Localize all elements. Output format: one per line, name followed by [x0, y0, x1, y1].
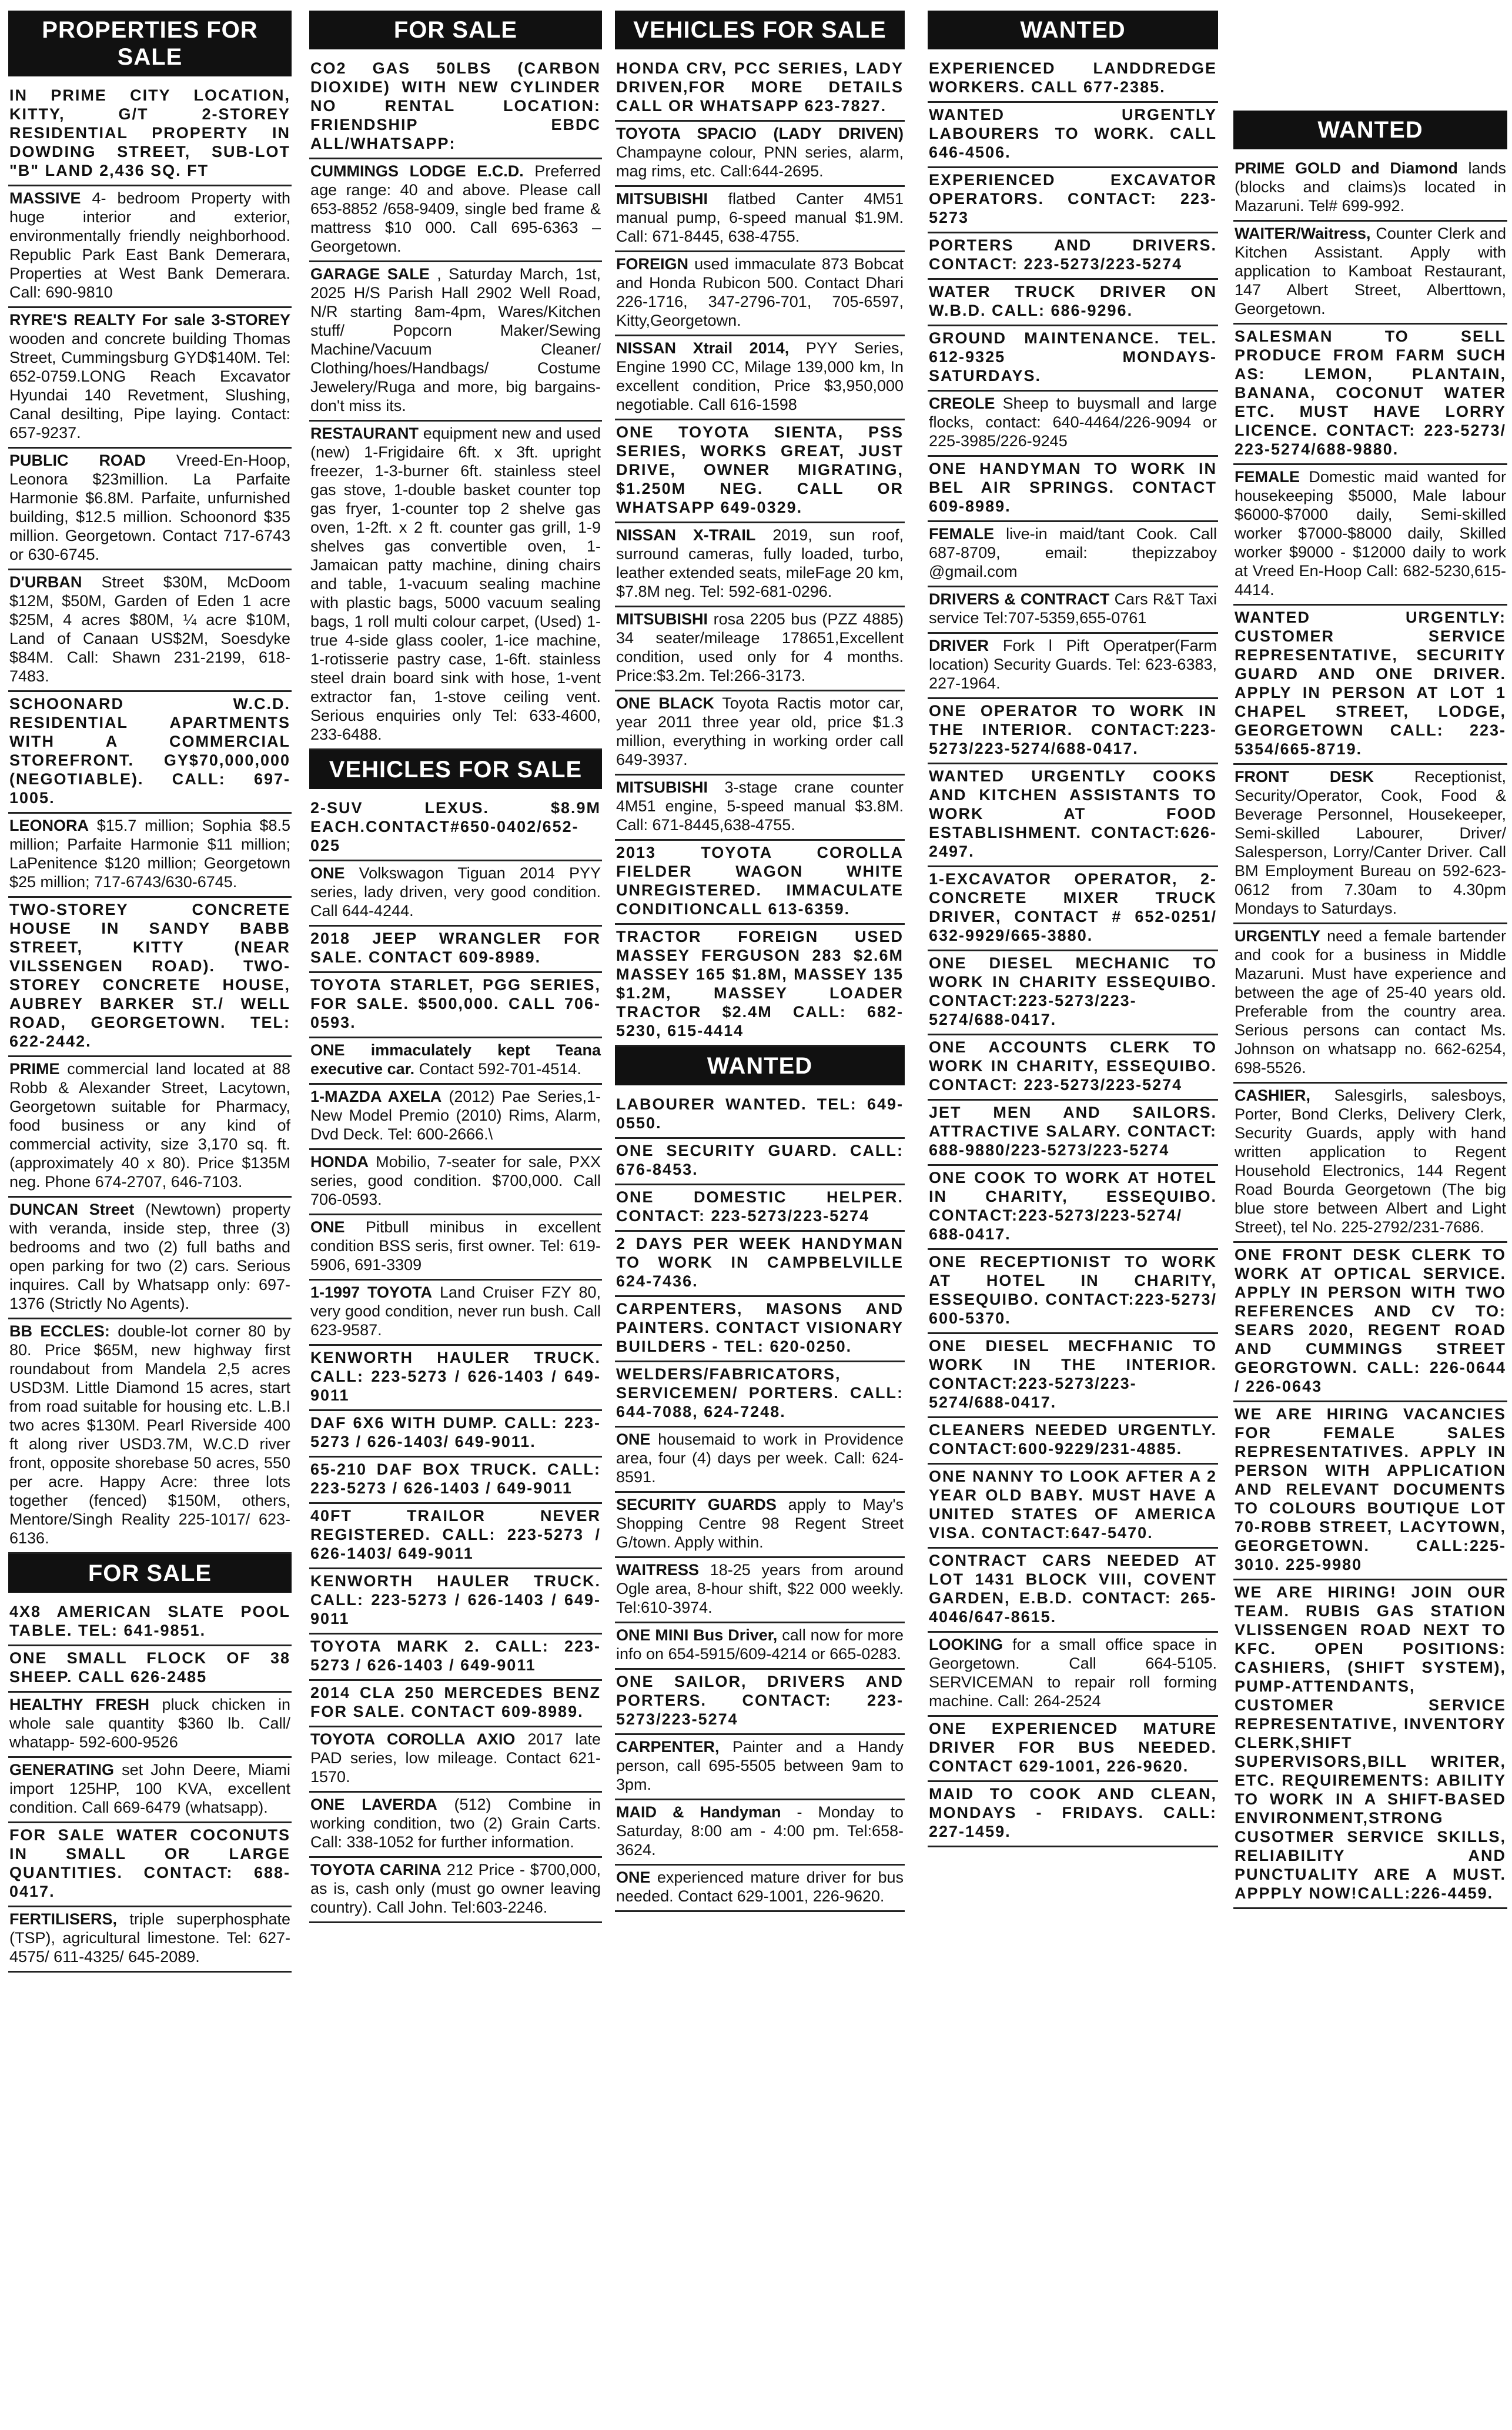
ad-text: Toyota Ractis motor car, year 2011 three year old, price $1.3 million, everything in working order call 649-3937.	[616, 694, 904, 768]
ad-lead: ONE immaculately kept Teana executive car.	[310, 1041, 601, 1078]
ad-lead: NISSAN X-TRAIL	[616, 526, 756, 544]
classified-ad	[1233, 924, 1507, 1084]
classified-ad	[309, 1858, 602, 1923]
ad-text: 3-stage crane counter 4M51 engine, 5-speed manual $3.8M. Call: 671-8445,638-4755.	[616, 778, 904, 834]
classified-ad	[615, 925, 905, 1047]
classified-ad	[615, 1185, 905, 1232]
classified-ad	[928, 392, 1218, 457]
classified-ad	[928, 457, 1218, 522]
classified-ad	[928, 1035, 1218, 1101]
ad-lead: TOYOTA CARINA	[310, 1861, 441, 1879]
ad-lead: MAID & Handyman	[616, 1803, 781, 1821]
ad-text: Counter Clerk and Kitchen Assistant. Apply with application to Kamboat Restaurant, 147 Albert Street, Alberttown, Georgetown.	[1235, 225, 1506, 317]
ad-lead: MASSIVE	[9, 189, 81, 207]
classified-ad	[615, 1362, 905, 1428]
ad-lead: LEONORA	[9, 817, 89, 834]
classified-ad	[8, 1057, 292, 1198]
ad-text: , Saturday March, 1st, 2025 H/S Parish Hall 2902 Well Road, N/R starting 8am-4pm, Wares/Kitchen stuff/ Popcorn Maker/Sewing Machine/Vacuum Cleaner/ Clothing/hoes/Handbags/ Costume Jewelery/Ruga and more, big bargains-don't miss its.	[310, 265, 601, 415]
classified-ad	[615, 336, 905, 420]
classified-ad	[615, 1139, 905, 1185]
ad-text: rosa 2205 bus (PZZ 4885) 34 seater/mileage 178651,Excellent condition, used only for 4 months. Price:$3.2m. Tel:266-3173.	[616, 610, 904, 684]
classified-ad	[309, 1411, 602, 1458]
ad-text: ONE NANNY TO LOOK AFTER A 2 YEAR OLD BABY. MUST HAVE A UNITED STATES OF AMERICA VISA. CONTACT:647-5470.	[929, 1468, 1217, 1542]
ad-lead: GARAGE SALE	[310, 265, 430, 283]
ad-text: double-lot corner 80 by 80. Price $65M, new highway first roundabout from Mandela 2,5 acres USD3M. Little Diamond 15 acres, start from road suitable for housing etc. L.B.I two acres $130M. Pearl Riverside 400 ft along river USD3.7M, W.C.D river front, opposite shorebase 50 acres, 550 per acre. Happy Acre: three lots together (fenced) $150M, others, Mentore/Singh Reality 225-1017/ 623-6136.	[9, 1322, 290, 1547]
classified-ad	[1233, 606, 1507, 765]
ad-text: 2 DAYS PER WEEK HANDYMAN TO WORK IN CAMPBELVILLE 624-7436.	[616, 1235, 904, 1290]
classified-ad	[309, 973, 602, 1038]
ad-lead: TOYOTA COROLLA AXIO	[310, 1730, 516, 1748]
ad-text: wooden and concrete building Thomas Street, Cummingsburg GYD$140M. Tel: 652-0759.LONG Reach Excavator Hyundai 140 Revetment, Slushing, Canal desilting, Pipe laying. Contact: 657-9237.	[9, 330, 290, 442]
classified-ad	[615, 1670, 905, 1735]
classified-ad	[928, 1334, 1218, 1418]
ad-text: WE ARE HIRING VACANCIES FOR FEMALE SALES REPRESENTATIVES. APPLY IN PERSON WITH APPLICATION AND RELEVANT DOCUMENTS TO COLOURS BOUTIQUE LOT 70-ROBB STREET, LACYTOWN, GEORGETOWN. CALL:225-3010. 225-9980	[1235, 1405, 1506, 1573]
classified-ad	[309, 159, 602, 262]
ad-lead: BB ECCLES:	[9, 1322, 110, 1340]
classified-ad	[928, 233, 1218, 280]
ad-text: SCHOONARD W.C.D. RESIDENTIAL APARTMENTS WITH A COMMERCIAL STOREFRONT. GY$70,000,000 (NEGOTIABLE). CALL: 697-1005.	[9, 695, 290, 807]
classified-ad	[615, 1866, 905, 1912]
classified-ad	[928, 1465, 1218, 1549]
classified-ad	[8, 449, 292, 570]
ad-text: FOR SALE WATER COCONUTS IN SMALL OR LARGE QUANTITIES. CONTACT: 688-0417.	[9, 1826, 290, 1900]
ad-lead: FOREIGN	[616, 255, 689, 273]
ad-text: CONTRACT CARS NEEDED AT LOT 1431 BLOCK VIII, COVENT GARDEN, E.B.D. CONTACT: 265-4046/647-8615.	[929, 1552, 1217, 1626]
classified-ad	[309, 1346, 602, 1411]
classified-ad	[1233, 465, 1507, 606]
classified-ad	[615, 122, 905, 187]
ad-text: ONE OPERATOR TO WORK IN THE INTERIOR. CONTACT:223-5273/223-5274/688-0417.	[929, 702, 1217, 757]
ad-text: 212 Price - $700,000, as is, cash only (must go owner leaving country). Call John. Tel:603-2246.	[310, 1861, 601, 1916]
ad-text: triple superphosphate (TSP), agricultural limestone. Tel: 627-4575/ 611-4325/ 645-2089.	[9, 1910, 290, 1966]
classified-ad	[928, 699, 1218, 764]
classified-ad	[928, 522, 1218, 587]
ad-lead: DRIVER	[929, 637, 989, 654]
ad-text: CO2 GAS 50LBS (CARBON DIOXIDE) WITH NEW CYLINDER NO RENTAL LOCATION: FRIENDSHIP EBDC ALL/WHATSAPP:	[310, 59, 601, 152]
classified-ad	[615, 776, 905, 841]
ad-text: ONE HANDYMAN TO WORK IN BEL AIR SPRINGS. CONTACT 609-8989.	[929, 460, 1217, 515]
ad-lead: LOOKING	[929, 1636, 1003, 1653]
ad-text: EXPERIENCED EXCAVATOR OPERATORS. CONTACT: 223-5273	[929, 171, 1217, 226]
ad-text: IN PRIME CITY LOCATION, KITTY, G/T 2-STOREY RESIDENTIAL PROPERTY IN DOWDING STREET, SUB-LOT "B" LAND 2,436 SQ. FT	[9, 86, 290, 179]
classified-ad	[8, 1319, 292, 1554]
ad-text: set John Deere, Miami import 125HP, 100 KVA, excellent condition. Call 669-6479 (whatsapp).	[9, 1761, 290, 1816]
ad-lead: ONE	[616, 1430, 651, 1448]
classified-ad	[615, 1092, 905, 1139]
column-5	[1230, 11, 1511, 2430]
wanted-list	[1233, 156, 1507, 1909]
ad-lead: ONE BLACK	[616, 694, 714, 712]
classified-ad	[309, 1727, 602, 1793]
section-header-properties: PROPERTIES FOR SALE	[8, 11, 292, 76]
ad-text: (512) Combine in working condition, two (2) Grain Carts. Call: 338-1052 for further information.	[310, 1796, 601, 1851]
ad-text: 2018 JEEP WRANGLER FOR SALE. CONTACT 609-8989.	[310, 930, 601, 966]
classified-ad	[615, 252, 905, 336]
vehicles-list	[309, 796, 602, 1923]
ad-text: TRACTOR FOREIGN USED MASSEY FERGUSON 283 $2.6M MASSEY 165 $1.8M, MASSEY 135 $1.2M, MASSEY LOADER TRACTOR $2.4M CALL: 682-5230, 615-4414	[616, 928, 904, 1039]
ad-text: PORTERS AND DRIVERS. CONTACT: 223-5273/223-5274	[929, 236, 1217, 273]
classified-ad	[1233, 222, 1507, 325]
classified-ad	[309, 422, 602, 750]
classified-ad	[928, 1250, 1218, 1334]
ad-lead: MITSUBISHI	[616, 778, 708, 796]
ad-text: MAID TO COOK AND CLEAN, MONDAYS - FRIDAYS. CALL: 227-1459.	[929, 1785, 1217, 1840]
ad-lead: FRONT DESK	[1235, 768, 1374, 786]
ad-lead: CUMMINGS LODGE E.C.D.	[310, 162, 524, 180]
ad-lead: FEMALE	[1235, 468, 1300, 486]
ad-text: Contact 592-701-4514.	[419, 1060, 581, 1078]
classified-ad	[309, 56, 602, 159]
column-spacer	[1233, 11, 1507, 111]
ad-text: equipment new and used (new) 1-Frigidaire 6ft. x 3ft. upright freezer, 1-3-burner 6ft. stainless steel gas stove, 1-double basket counter top gas fryer, 1-counter top 2 shelve gas oven, 1-2ft. x 2 ft. counter gas grill, 1-9 shelves gas convertible oven, 1-Jamaican patty machine, dining chairs and table, 1-vacuum sealing machine with plastic bags, 5000 vacuum sealing bags, 1 roll multi colour carpet, (Used) 1-true 4-side glass cooler, 1-ice machine, 1-rotisserie pastry case, 1-6ft. stainless steel drain board sink with hose, 1-vent extractor fan, 1-stove ceiling vent. Serious enquiries only Tel: 633-4600, 233-6488.	[310, 425, 601, 743]
ad-text: commercial land located at 88 Robb & Alexander Street, Lacytown, Georgetown suitable for Pharmacy, food business or any kind of commercial activity, size 3,170 sq. ft. (approximately 40 x 80). Price $135M neg. Phone 674-2707, 646-7103.	[9, 1060, 290, 1191]
ad-text: JET MEN AND SAILORS. ATTRACTIVE SALARY. CONTACT: 688-9880/223-5273/223-5274	[929, 1104, 1217, 1159]
classified-ad	[309, 1458, 602, 1504]
ad-lead: RYRE'S REALTY For sale 3-STOREY	[9, 311, 290, 329]
ad-text: Mobilio, 7-seater for sale, PXX series, good condition. $700,000. Call 706-0593.	[310, 1153, 601, 1208]
ad-text: Salesgirls, salesboys, Porter, Bond Clerks, Delivery Clerk, Security Guards, apply with hand written application to Regent Household Electronics, 144 Regent Road Bourda Georgetown (The big blue store between Albert and Light Street), tel No. 225-2792/231-7686.	[1235, 1087, 1506, 1236]
wanted-list	[928, 56, 1218, 1847]
classified-ad	[928, 56, 1218, 103]
classified-ad	[615, 1297, 905, 1362]
classified-ad	[8, 186, 292, 308]
ad-text: apply to May's Shopping Centre 98 Regent Street G/town. Apply within.	[616, 1496, 904, 1551]
for-sale-list	[8, 1600, 292, 1973]
ad-text: 2019, sun roof, surround cameras, fully loaded, turbo, leather extended seats, mileFage 20 km, $7.8M neg. Tel: 592-681-0296.	[616, 526, 904, 600]
classified-ad	[928, 1418, 1218, 1465]
ad-text: WE ARE HIRING! JOIN OUR TEAM. RUBIS GAS STATION VLISSENGEN ROAD NEXT TO KFC. OPEN POSITIONS: CASHIERS, (SHIFT SYSTEM), PUMP-ATTENDANTS, CUSTOMER SERVICE REPRESENTATIVE, INVENTORY CLERK,SHIFT SUPERVISORS,BILL WRITER, ETC. REQUIREMENTS: ABILITY TO WORK IN A SHIFT-BASED ENVIRONMENT,STRONG CUSOTMER SERVICE SKILLS, RELIABILITY AND PUNCTUALITY ARE A MUST. APPPLY NOW!CALL:226-4459.	[1235, 1583, 1506, 1902]
section-header-vehicles: VEHICLES FOR SALE	[309, 750, 602, 789]
classified-ad	[1233, 1243, 1507, 1402]
classified-ad	[615, 56, 905, 122]
classified-ad	[309, 1281, 602, 1346]
ad-text: (Newtown) property with veranda, inside step, three (3) bedrooms and two (2) full baths and open parking for two (2) cars. Serious inquires. Call by Whatsapp only: 697-1376 (Strictly No Agents).	[9, 1201, 290, 1312]
classified-ad	[8, 1646, 292, 1693]
ad-text: - Monday to Saturday, 8:00 am - 4:00 pm. Tel:658-3624.	[616, 1803, 904, 1859]
ad-text: (2012) Pae Series,1- New Model Premio (2010) Rims, Alarm, Dvd Deck. Tel: 600-2666.\	[310, 1088, 601, 1143]
ad-text: Fork l Pift Operatper(Farm location) Security Guards. Tel: 623-6383, 227-1964.	[929, 637, 1217, 692]
classified-ad	[1233, 1084, 1507, 1243]
ad-lead: MITSUBISHI	[616, 610, 708, 628]
classified-ad	[928, 1782, 1218, 1847]
ad-text: experienced mature driver for bus needed. Contact 629-1001, 226-9620.	[616, 1869, 904, 1905]
classified-ad	[8, 692, 292, 814]
classified-ad	[309, 262, 602, 422]
ad-lead: ONE	[310, 864, 345, 882]
ad-text: ONE DIESEL MECFHANIC TO WORK IN THE INTERIOR. CONTACT:223-5273/223-5274/688-0417.	[929, 1337, 1217, 1411]
ad-lead: 1-MAZDA AXELA	[310, 1088, 442, 1105]
classified-ad	[615, 1493, 905, 1558]
ad-text: lands (blocks and claims)s located in Mazaruni. Tel# 699-992.	[1235, 159, 1506, 215]
ad-lead: PUBLIC ROAD	[9, 452, 146, 469]
ad-text: need a female bartender and cook for a business in Middle Mazaruni. Must have experience and between the age of 25-40 years old. Preferable from the country area. Serious persons can contact Ms. Johnson on whatsapp no. 662-6254, 698-5526.	[1235, 927, 1506, 1077]
classified-ad	[615, 187, 905, 252]
for-sale-list	[309, 56, 602, 750]
ad-text: WATER TRUCK DRIVER ON W.B.D. CALL: 686-9296.	[929, 283, 1217, 319]
classified-ad	[309, 1038, 602, 1085]
ad-text: WELDERS/FABRICATORS, SERVICEMEN/ PORTERS. CALL: 644-7088, 624-7248.	[616, 1365, 904, 1420]
ad-lead: TOYOTA SPACIO (LADY DRIVEN)	[616, 125, 904, 142]
classified-ad	[928, 634, 1218, 699]
vehicles-list	[615, 56, 905, 1047]
classified-ad	[8, 1693, 292, 1758]
ad-text: LABOURER WANTED. TEL: 649-0550.	[616, 1095, 904, 1132]
ad-lead: ONE MINI Bus Driver,	[616, 1626, 778, 1644]
classified-ad	[309, 861, 602, 927]
ad-text: 2-SUV LEXUS. $8.9M EACH.CONTACT#650-0402/652-025	[310, 799, 601, 854]
ad-text: KENWORTH HAULER TRUCK. CALL: 223-5273 / 626-1403 / 649-9011	[310, 1349, 601, 1404]
classified-ad	[928, 587, 1218, 634]
classified-ad	[615, 1558, 905, 1623]
classified-ad	[615, 420, 905, 523]
classified-ad	[928, 326, 1218, 392]
ad-text: Painter and a Handy person, call 695-5505 between 9am to 3pm.	[616, 1738, 904, 1793]
classified-ad	[309, 1215, 602, 1281]
classified-ad	[8, 1600, 292, 1646]
ad-text: 2013 TOYOTA COROLLA FIELDER WAGON WHITE UNREGISTERED. IMMACULATE CONDITIONCALL 613-6359.	[616, 844, 904, 918]
ad-text: Cars R&T Taxi service Tel:707-5359,655-0761	[929, 590, 1217, 627]
ad-lead: GENERATING	[9, 1761, 115, 1779]
section-header-for-sale: FOR SALE	[309, 11, 602, 49]
ad-text: ONE EXPERIENCED MATURE DRIVER FOR BUS NEEDED. CONTACT 629-1001, 226-9620.	[929, 1720, 1217, 1775]
ad-text: 4X8 AMERICAN SLATE POOL TABLE. TEL: 641-9851.	[9, 1603, 290, 1639]
ad-lead: HONDA	[310, 1153, 369, 1171]
classified-ad	[615, 841, 905, 925]
ad-text: TWO-STOREY CONCRETE HOUSE IN SANDY BABB STREET, KITTY (NEAR VILSSENGEN ROAD). TWO-STOREY CONCRETE HOUSE, AUBREY BARKER ST./ WELL ROAD, GEORGETOWN. TEL: 622-2442.	[9, 901, 290, 1050]
classified-ad	[615, 691, 905, 776]
ad-text: Domestic maid wanted for housekeeping $5000, Male labour $6000-$7000 daily, Semi-skilled worker $7000-$8000 daily, Skilled worker $9000 - $12000 daily to work at Vreed En-Hoop Call: 682-5230,615- 4414.	[1235, 468, 1506, 599]
ad-text: ONE TOYOTA SIENTA, PSS SERIES, WORKS GREAT, JUST DRIVE, OWNER MIGRATING, $1.250M NEG. CALL OR WHATSAPP 649-0329.	[616, 423, 904, 516]
ad-text: pluck chicken in whole sale quantity $360 lb. Call/ whatapp- 592-600-9526	[9, 1696, 290, 1751]
classified-ad	[615, 523, 905, 607]
classified-ad	[1233, 325, 1507, 465]
classified-ad	[1233, 1402, 1507, 1580]
ad-text: Receptionist, Security/Operator, Cook, Food & Beverage Personnel, Housekeeper, Semi-skilled Labourer, Driver/ Salesperson, Lorry/Canter Driver. Call BM Employment Bureau on 592-623-0612 from 7.30am to 4.30pm Mondays to Saturdays.	[1235, 768, 1506, 917]
classified-ad	[309, 1085, 602, 1150]
classified-ad	[928, 1101, 1218, 1166]
ad-lead: DRIVERS & CONTRACT	[929, 590, 1110, 608]
classified-ad	[615, 607, 905, 691]
ad-text: Champayne colour, PNN series, alarm, mag rims, etc. Call:644-2695.	[616, 143, 904, 180]
ad-text: DAF 6X6 WITH DUMP. CALL: 223-5273 / 626-1403/ 649-9011.	[310, 1414, 601, 1450]
ad-text: TOYOTA MARK 2. CALL: 223-5273 / 626-1403 / 649-9011	[310, 1637, 601, 1674]
classified-ad	[8, 308, 292, 449]
ad-text: 40FT TRAILOR NEVER REGISTERED. CALL: 223-5273 / 626-1403/ 649-9011	[310, 1507, 601, 1562]
classified-ad	[8, 570, 292, 692]
classified-ad	[928, 951, 1218, 1035]
ad-text: call now for more info on 654-5915/609-4214 or 665-0283.	[616, 1626, 904, 1663]
classified-ad	[928, 1717, 1218, 1782]
ad-text: ONE DOMESTIC HELPER. CONTACT: 223-5273/223-5274	[616, 1188, 904, 1225]
classified-ad	[8, 1823, 292, 1907]
classified-ad	[309, 1569, 602, 1635]
section-header-vehicles: VEHICLES FOR SALE	[615, 11, 905, 49]
ad-lead: ONE	[616, 1869, 651, 1886]
ad-text: 2017 late PAD series, low mileage. Contact 621-1570.	[310, 1730, 601, 1786]
ad-text: Vreed-En-Hoop, Leonora $23million. La Parfaite Harmonie $6.8M. Parfaite, unfurnished building, $12.5 million. Schoonord $35 million. Georgetown. Contact 717-6743 or 630-6745.	[9, 452, 290, 563]
classified-ad	[309, 1504, 602, 1569]
classified-ad	[8, 814, 292, 898]
ad-lead: D'URBAN	[9, 573, 82, 591]
classified-ad	[928, 103, 1218, 168]
ad-text: CARPENTERS, MASONS AND PAINTERS. CONTACT VISIONARY BUILDERS - TEL: 620-0250.	[616, 1300, 904, 1355]
ad-lead: MITSUBISHI	[616, 190, 708, 208]
ad-text: 1-EXCAVATOR OPERATOR, 2- CONCRETE MIXER TRUCK DRIVER, CONTACT # 652-0251/ 632-9929/665-3880.	[929, 870, 1217, 944]
wanted-list	[615, 1092, 905, 1912]
ad-text: housemaid to work in Providence area, four (4) days per week. Call: 624-8591.	[616, 1430, 904, 1486]
ad-text: flatbed Canter 4M51 manual pump, 6-speed manual $1.9M. Call: 671-8445, 638-4755.	[616, 190, 904, 245]
ad-text: ONE COOK TO WORK AT HOTEL IN CHARITY, ESSEQUIBO. CONTACT:223-5273/223-5274/ 688-0417.	[929, 1169, 1217, 1243]
section-header-for-sale: FOR SALE	[8, 1554, 292, 1593]
section-header-wanted: WANTED	[928, 11, 1218, 49]
classified-ad	[8, 1907, 292, 1973]
column-3	[611, 11, 908, 2430]
ad-text: Pitbull minibus in excellent condition BSS seris, first owner. Tel: 619-5906, 691-3309	[310, 1218, 601, 1274]
ad-text: $15.7 million; Sophia $8.5 million; Parfaite Harmonie $11 million; LaPenitence $120 million; Georgetown $25 million; 717-6743/630-6745.	[9, 817, 290, 891]
ad-lead: URGENTLY	[1235, 927, 1321, 945]
ad-lead: HEALTHY FRESH	[9, 1696, 149, 1713]
classified-ad	[615, 1623, 905, 1670]
column-1	[5, 11, 295, 2430]
classified-ad	[928, 867, 1218, 951]
ad-text: ONE SMALL FLOCK OF 38 SHEEP. CALL 626-2485	[9, 1649, 290, 1686]
ad-text: GROUND MAINTENANCE. TEL. 612-9325 MONDAYS-SATURDAYS.	[929, 329, 1217, 385]
ad-text: ONE ACCOUNTS CLERK TO WORK IN CHARITY, ESSEQUIBO. CONTACT: 223-5273/223-5274	[929, 1038, 1217, 1094]
ad-text: SALESMAN TO SELL PRODUCE FROM FARM SUCH AS: LEMON, PLANTAIN, BANANA, COCONUT WATER ETC. MUST HAVE LORRY LICENCE. CONTACT: 223-5273/ 223-5274/688-9880.	[1235, 327, 1506, 458]
ad-lead: ONE LAVERDA	[310, 1796, 437, 1813]
section-header-wanted: WANTED	[615, 1047, 905, 1085]
classified-ad	[928, 1633, 1218, 1717]
classified-ad	[8, 898, 292, 1057]
classified-ad	[309, 1635, 602, 1681]
classified-ad	[1233, 1580, 1507, 1909]
classified-ad	[8, 1198, 292, 1319]
classified-ad	[1233, 156, 1507, 222]
classified-ad	[309, 927, 602, 973]
ad-text: HONDA CRV, PCC SERIES, LADY DRIVEN,FOR MORE DETAILS CALL OR WHATSAPP 623-7827.	[616, 59, 904, 115]
classified-ad	[309, 796, 602, 861]
section-header-wanted: WANTED	[1233, 111, 1507, 149]
ad-text: WANTED URGENTLY LABOURERS TO WORK. CALL 646-4506.	[929, 106, 1217, 161]
ad-lead: CARPENTER,	[616, 1738, 720, 1756]
ad-text: 2014 CLA 250 MERCEDES BENZ FOR SALE. CONTACT 609-8989.	[310, 1684, 601, 1720]
ad-text: Sheep to buysmall and large flocks, contact: 640-4464/226-9094 or 225-3985/226-9245	[929, 395, 1217, 450]
classified-ad	[8, 83, 292, 186]
ad-text: Street $30M, McDoom $12M, $50M, Garden of Eden 1 acre $25M, 4 acres $80M, ¼ acre $10M, Land of Canaan US$2M, Soesdyke $84M. Call: Shawn 231-2199, 618-7483.	[9, 573, 290, 685]
ad-text: EXPERIENCED LANDDREDGE WORKERS. CALL 677-2385.	[929, 59, 1217, 96]
ad-lead: WAITER/Waitress,	[1235, 225, 1371, 242]
classified-ad	[1233, 765, 1507, 924]
classified-ad	[928, 764, 1218, 867]
ad-lead: PRIME GOLD and Diamond	[1235, 159, 1458, 177]
column-4	[924, 11, 1222, 2430]
ad-text: used immaculate 873 Bobcat and Honda Rubicon 500. Contact Dhari 226-1716, 347-2796-701, 705-6597, Kitty,Georgetown.	[616, 255, 904, 329]
ad-text: for a small office space in Georgetown. Call 664-5105. SERVICEMAN to repair roll forming machine. Call: 264-2524	[929, 1636, 1217, 1710]
ad-text: ONE SECURITY GUARD. CALL: 676-8453.	[616, 1142, 904, 1178]
ad-lead: NISSAN Xtrail 2014,	[616, 339, 790, 357]
ad-lead: FERTILISERS,	[9, 1910, 118, 1928]
column-2	[306, 11, 606, 2430]
classified-ad	[928, 168, 1218, 233]
classified-ad	[615, 1800, 905, 1866]
ad-text: ONE DIESEL MECHANIC TO WORK IN CHARITY ESSEQUIBO. CONTACT:223-5273/223-5274/688-0417.	[929, 954, 1217, 1028]
ad-lead: DUNCAN Street	[9, 1201, 135, 1218]
ad-text: ONE FRONT DESK CLERK TO WORK AT OPTICAL SERVICE. APPLY IN PERSON WITH TWO REFERENCES AND CV TO: SEARS 2020, REGENT ROAD AND CUMMINGS STREET GEORGTOWN. CALL: 226-0644 / 226-0643	[1235, 1246, 1506, 1395]
ad-text: KENWORTH HAULER TRUCK. CALL: 223-5273 / 626-1403 / 649-9011	[310, 1572, 601, 1627]
ad-lead: FEMALE	[929, 525, 994, 543]
classified-ad	[309, 1793, 602, 1858]
ad-lead: 1-1997 TOYOTA	[310, 1283, 433, 1301]
ad-text: ONE RECEPTIONIST TO WORK AT HOTEL IN CHARITY, ESSEQUIBO. CONTACT:223-5273/ 600-5370.	[929, 1253, 1217, 1327]
ad-lead: WAITRESS	[616, 1561, 700, 1579]
classified-ad	[309, 1150, 602, 1215]
classified-ad	[309, 1681, 602, 1727]
ad-lead: ONE	[310, 1218, 345, 1236]
classified-ad	[928, 280, 1218, 326]
classified-ad	[615, 1428, 905, 1493]
ad-text: WANTED URGENTLY: CUSTOMER SERVICE REPRESENTATIVE, SECURITY GUARD AND ONE DRIVER. APPLY IN PERSON AT LOT 1 CHAPEL STREET, LODGE, GEORGETOWN CALL: 223-5354/665-8719.	[1235, 609, 1506, 758]
ad-lead: PRIME	[9, 1060, 60, 1078]
ad-text: TOYOTA STARLET, PGG SERIES, FOR SALE. $500,000. CALL 706-0593.	[310, 976, 601, 1031]
ad-text: Preferred age range: 40 and above. Please call 653-8852 /658-9409, single bed frame & mattress $10 000. Call 695-6363 – Georgetown.	[310, 162, 601, 255]
ad-text: Land Cruiser FZY 80, very good condition, never run bush. Call 623-9587.	[310, 1283, 601, 1339]
classified-ad	[928, 1549, 1218, 1633]
ad-text: CLEANERS NEEDED URGENTLY. CONTACT:600-9229/231-4885.	[929, 1421, 1217, 1458]
classified-ad	[615, 1232, 905, 1297]
classified-ad	[928, 1166, 1218, 1250]
properties-list	[8, 83, 292, 1554]
ad-text: Volkswagon Tiguan 2014 PYY series, lady driven, very good condition. Call 644-4244.	[310, 864, 601, 920]
ad-lead: RESTAURANT	[310, 425, 419, 442]
ad-text: ONE SAILOR, DRIVERS AND PORTERS. CONTACT: 223-5273/223-5274	[616, 1673, 904, 1728]
classified-ad	[8, 1758, 292, 1823]
ad-text: 65-210 DAF BOX TRUCK. CALL: 223-5273 / 626-1403 / 649-9011	[310, 1460, 601, 1497]
classified-ad	[615, 1735, 905, 1800]
ad-lead: SECURITY GUARDS	[616, 1496, 777, 1513]
ad-lead: CREOLE	[929, 395, 995, 412]
ad-text: 18-25 years from around Ogle area, 8-hour shift, $22 000 weekly. Tel:610-3974.	[616, 1561, 904, 1616]
ad-text: 4- bedroom Property with huge interior and exterior, environmentally friendly neighborhood. Republic Park East Bank Demerara, Properties at West Bank Demerara. Call: 690-9810	[9, 189, 290, 301]
ad-lead: CASHIER,	[1235, 1087, 1311, 1104]
ad-text: live-in maid/tant Cook. Call 687-8709, email: thepizzaboy @gmail.com	[929, 525, 1217, 580]
ad-text: WANTED URGENTLY COOKS AND KITCHEN ASSISTANTS TO WORK AT FOOD ESTABLISHMENT. CONTACT:626-2497.	[929, 767, 1217, 860]
ad-text: PYY Series, Engine 1990 CC, Milage 139,000 km, In excellent condition, Price $3,950,000 negotiable. Call 616-1598	[616, 339, 904, 413]
